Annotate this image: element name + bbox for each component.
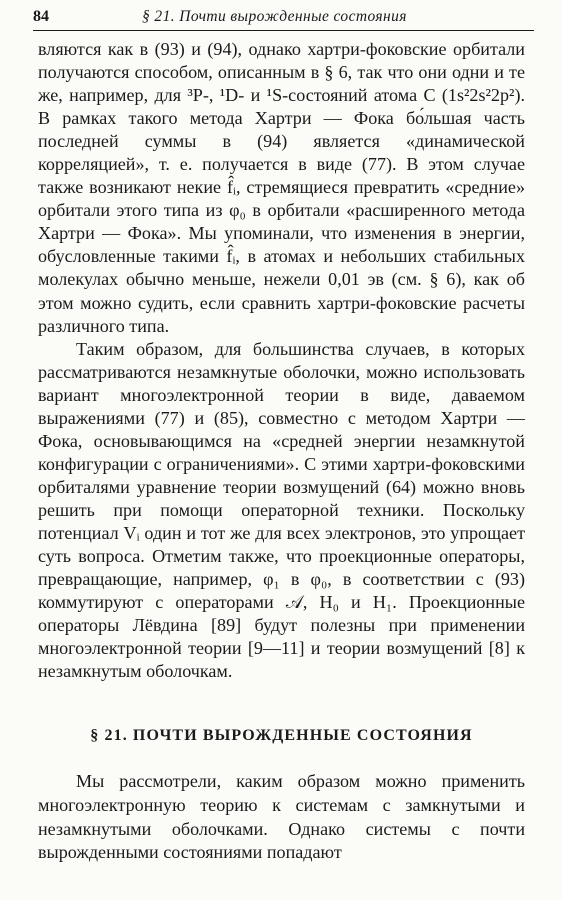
section-heading: § 21. ПОЧТИ ВЫРОЖДЕННЫЕ СОСТОЯНИЯ: [90, 727, 473, 744]
page-number: 84: [33, 8, 49, 25]
paragraph-continuation: вляются как в (93) и (94), однако хартри-фоковские орбитали получаются способом, описанным в § 6, так что они одни и те же, например, для ³P-, ¹D- и ¹S-состояний атома C (1s²2s²2p²). В рамках такого метода Хартри — Фока бо́льшая часть последней суммы в (94) является «динамической корреляцией», т. е. получается в виде (77). В этом случае также возникают некие f̂ᵢ, стремящиеся превратить «средние» орбитали этого типа из φ₀ в орбитали «расширенного метода Хартри — Фока». Мы упоминали, что изменения в энергии, обусловленные такими f̂ᵢ, в атомах и небольших стабильных молекулах обычно меньше, нежели 0,01 эв (см. § 6), как об этом можно судить, если сравнить хартри-фоковские расчеты различного типа.: [38, 39, 525, 336]
main-text: [38, 38, 525, 683]
paragraph: Таким образом, для большинства случаев, в которых рассматриваются незамкнутые оболочки, можно использовать вариант многоэлектронной теории в виде, даваемом выражениями (77) и (85), совместно с методом Хартри — Фока, основывающимся на «средней энергии незамкнутой конфигурации с ограничениями». С этими хартри-фоковскими орбиталями уравнение теории возмущений (64) можно вновь решить при помощи операторной техники. Поскольку потенциал Vᵢ один и тот же для всех электронов, это упрощает суть вопроса. Отметим также, что проекционные операторы, превращающие, например, φ₁ в φ₀, в соответствии с (93) коммутируют с операторами 𝒜, H₀ и H₁. Проекционные операторы Лёвдина [89] будут полезны при применении многоэлектронной теории [9—11] и теории возмущений [8] к незамкнутым оболочкам.: [38, 338, 525, 682]
running-head: [33, 4, 534, 31]
running-head-title: § 21. Почти вырожденные состояния: [142, 8, 407, 25]
paragraph: Мы рассмотрели, каким образом можно применить многоэлектронную теорию к системам с замкнутыми и незамкнутыми оболочками. Однако системы с почти вырожденными состояниями попадают: [38, 771, 525, 863]
section-text: [38, 770, 525, 865]
